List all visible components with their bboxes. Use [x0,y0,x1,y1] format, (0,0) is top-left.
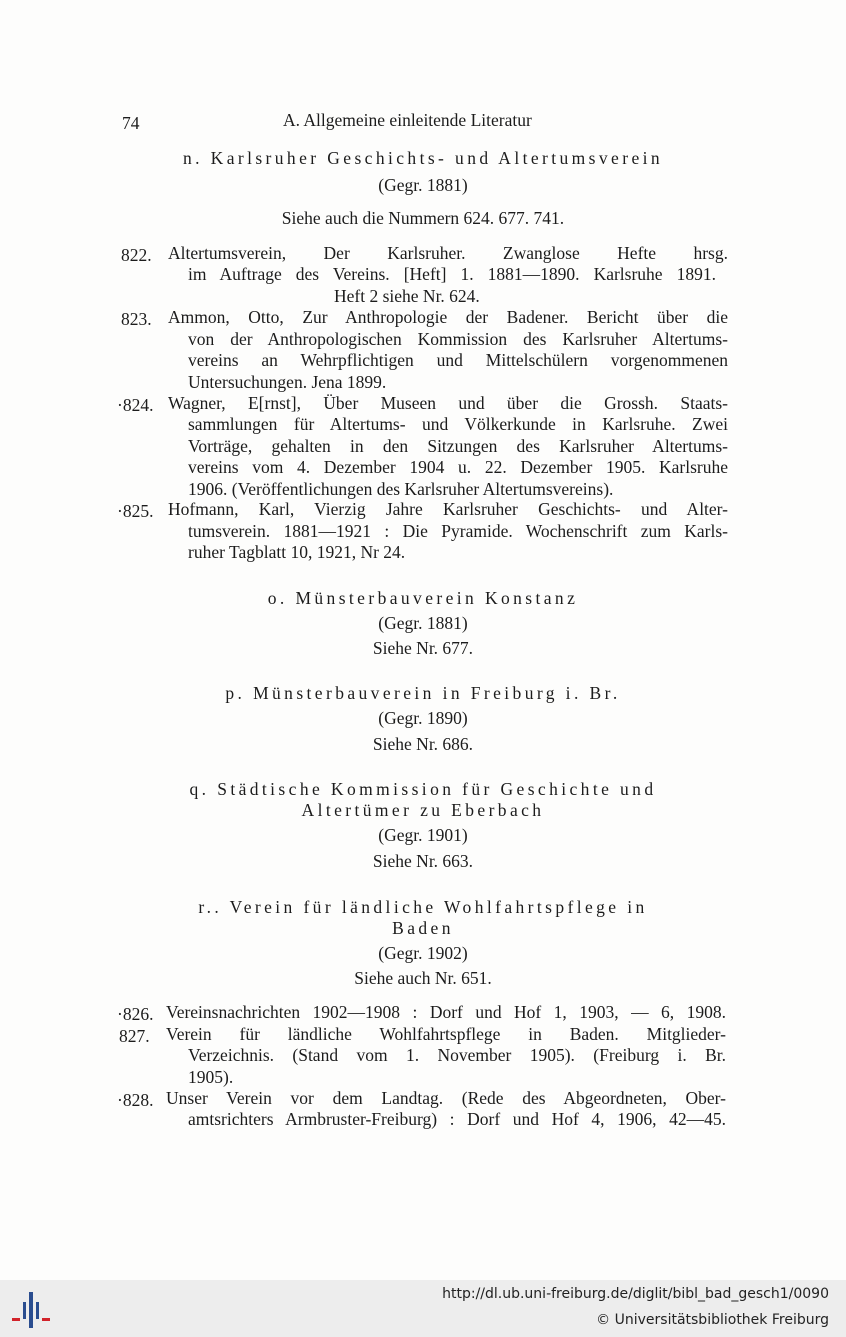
section-founded-p: (Gegr. 1890) [378,708,468,728]
section-see-also-n: Siehe auch die Nummern 624. 677. 741. [281,208,565,228]
section-founded-q: (Gegr. 1901) [378,825,468,845]
entry-text-line: amtsrichters Armbruster-Freiburg) : Dorf und Hof 4, 1906, 42—45. [188,1109,726,1129]
entry-text-line: Hofmann, Karl, Vierzig Jahre Karlsruher Geschichts- und Alter- [168,499,728,519]
copyright-text: © Universitätsbibliothek Freiburg [596,1312,829,1328]
source-url-link[interactable]: http://dl.ub.uni-freiburg.de/diglit/bibl_bad_gesch1/0090 [442,1286,829,1302]
section-founded-o: (Gegr. 1881) [378,613,468,633]
ub-freiburg-logo-icon[interactable] [10,1288,54,1332]
section-heading-r: r.. Verein für ländliche Wohlfahrtspflege in [198,897,648,917]
page-number: 74 [122,113,140,133]
entry-text-line: Untersuchungen. Jena 1899. [188,372,387,392]
section-founded-n: (Gegr. 1881) [378,175,468,195]
section-heading-n: n. Karlsruher Geschichts- und Altertumsverein [182,148,664,168]
entry-text-line: 1905). [188,1067,234,1087]
entry-number: ·825. [117,501,154,521]
entry-number: 822. [121,245,152,265]
entry-text-line: Verzeichnis. (Stand vom 1. November 1905). (Freiburg i. Br. [188,1045,726,1065]
section-see-p: Siehe Nr. 686. [372,734,474,754]
entry-text-line: tumsverein. 1881—1921 : Die Pyramide. Wochenschrift zum Karls- [188,521,728,541]
entry-number: 823. [121,309,152,329]
section-see-o: Siehe Nr. 677. [372,638,474,658]
entry-text-line: vereins vom 4. Dezember 1904 u. 22. Dezember 1905. Karlsruhe [188,457,728,477]
entry-number: 827. [119,1026,150,1046]
entry-text-line: 1906. (Veröffentlichungen des Karlsruher Altertumsvereins). [188,479,614,499]
entry-number: ·826. [117,1004,154,1024]
section-heading-p: p. Münsterbauverein in Freiburg i. Br. [225,683,621,703]
section-see-q: Siehe Nr. 663. [372,851,474,871]
entry-text-line: Unser Verein vor dem Landtag. (Rede des Abgeordneten, Ober- [166,1088,726,1108]
entry-text-line: von der Anthropologischen Kommission des Karlsruher Altertums- [188,329,728,349]
entry-text-line: sammlungen für Altertums- und Völkerkunde in Karlsruhe. Zwei [188,414,728,434]
section-see-r: Siehe auch Nr. 651. [354,968,492,988]
entry-text-line: Ammon, Otto, Zur Anthropologie der Badener. Bericht über die [168,307,728,327]
entry-text-line: vereins an Wehrpflichtigen und Mittelschülern vorgenommenen [188,350,728,370]
section-founded-r: (Gegr. 1902) [378,943,468,963]
running-title: A. Allgemeine einleitende Literatur [283,110,532,130]
entry-text-line: ruher Tagblatt 10, 1921, Nr 24. [188,542,406,562]
entry-text-line: Verein für ländliche Wohlfahrtspflege in Baden. Mitglieder- [166,1024,726,1044]
entry-text-line: Wagner, E[rnst], Über Museen und über die Grossh. Staats- [168,393,728,413]
entry-text-line: Altertumsverein, Der Karlsruher. Zwanglose Hefte hrsg. [168,243,728,263]
section-heading-r-line2: Baden [392,918,454,938]
entry-number: ·828. [117,1090,154,1110]
section-heading-q-line2: Altertümer zu Eberbach [301,800,545,820]
viewer-footer [0,1280,846,1337]
entry-text-line: Vereinsnachrichten 1902—1908 : Dorf und Hof 1, 1903, — 6, 1908. [166,1002,726,1022]
entry-text-line: im Auftrage des Vereins. [Heft] 1. 1881—1890. Karlsruhe 1891. [188,264,716,284]
entry-text-line: Heft 2 siehe Nr. 624. [334,286,480,306]
entry-number: ·824. [117,395,154,415]
section-heading-q: q. Städtische Kommission für Geschichte und [189,779,657,799]
entry-text-line: Vorträge, gehalten in den Sitzungen des Karlsruher Altertums- [188,436,728,456]
section-heading-o: o. Münsterbauverein Konstanz [267,588,579,608]
